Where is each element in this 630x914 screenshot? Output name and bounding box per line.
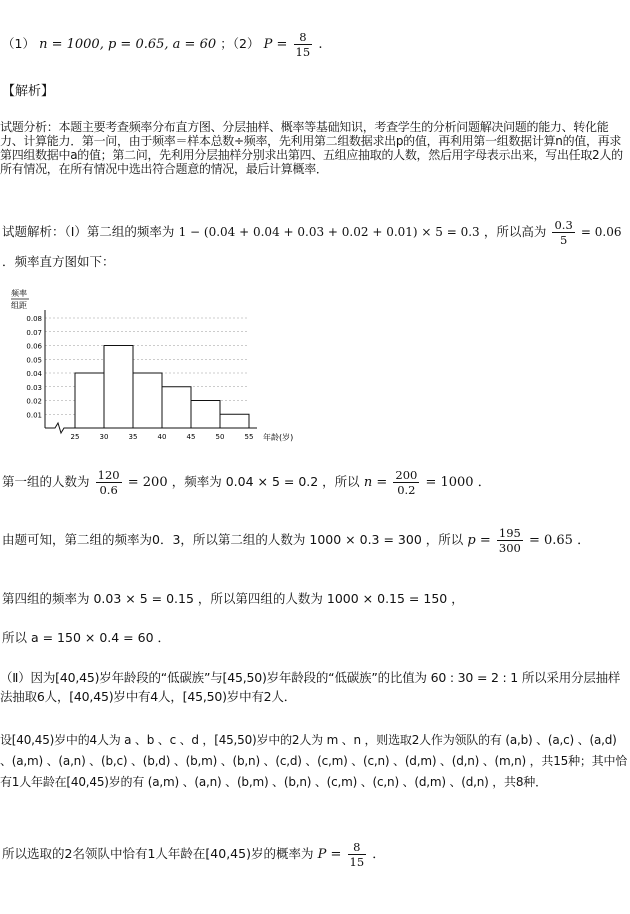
line-p-frac (497, 526, 523, 555)
y-tick-label: 0.07 (26, 328, 42, 337)
sol1-tail: ．频率直方图如下： (2, 254, 115, 269)
x-tick-label: 45 (186, 433, 196, 441)
line-n-num2: 200 (395, 468, 418, 482)
final-num: 8 (348, 840, 367, 855)
line-n-res: = 200 (127, 475, 168, 490)
y-tick-label: 0.02 (26, 397, 42, 406)
line-n-num: 120 (97, 468, 120, 482)
sol1-mid: ，所以高为 (483, 224, 547, 239)
frequency-histogram (5, 288, 305, 448)
line-n-mid: ，频率为 0.04 × 5 = 0.2 ，所以 (171, 474, 360, 489)
final-var: P = (317, 847, 342, 862)
line-n-frac2 (393, 468, 419, 497)
answer-sep: ；（2） (220, 36, 260, 51)
histogram-ylabel-bottom: 组距 (11, 301, 27, 310)
line-n-lead: 第一组的人数为 (2, 474, 90, 489)
histogram-bar (220, 414, 249, 428)
y-tick-label: 0.01 (26, 411, 42, 420)
histogram-bar (133, 373, 162, 428)
line-p-var: p = (467, 533, 491, 548)
line-n-var: n = (363, 475, 388, 490)
histogram-bar (104, 346, 133, 429)
histogram-bar (191, 401, 220, 429)
final-end: ． (372, 847, 386, 862)
solution-line-1 (2, 218, 622, 247)
line-p-end: ． (577, 533, 591, 548)
sol1-den: 5 (559, 233, 568, 247)
sol1-lead: 试题解析：（Ⅰ）第二组的频率为 (2, 224, 175, 239)
histogram-y-ticks (26, 315, 42, 419)
answer-prefix: （1） (2, 36, 35, 51)
x-tick-label: 35 (128, 433, 138, 441)
histogram-bar (162, 387, 191, 428)
x-tick-label: 50 (215, 433, 225, 441)
line-n-res2: = 1000 (425, 475, 474, 490)
histogram-bar (75, 373, 104, 428)
solution-line-a: 所以 a = 150 × 0.4 = 60 ． (2, 630, 171, 645)
answer-fraction (294, 30, 313, 59)
solution-line-4: 第四组的频率为 0.03 × 5 = 0.15 ，所以第四组的人数为 1000 × 0.15 = 150 ， (2, 591, 464, 606)
y-tick-label: 0.05 (26, 356, 42, 365)
y-tick-label: 0.04 (26, 370, 42, 378)
line-p-den: 300 (498, 541, 521, 555)
final-line (2, 840, 385, 869)
x-tick-label: 25 (70, 433, 80, 441)
jiexi-heading: 【解析】 (2, 84, 55, 99)
solution-line-n (2, 468, 491, 497)
answer-p-num: 8 (294, 30, 313, 45)
line-n-den: 0.6 (99, 483, 118, 497)
final-fraction (348, 840, 367, 869)
answer-end: . (318, 37, 323, 52)
histogram-x-ticks (71, 433, 254, 441)
answer-p-den: 15 (295, 45, 311, 59)
line-n-end: ． (477, 475, 491, 490)
y-tick-label: 0.06 (26, 342, 42, 351)
sol1-fraction (552, 218, 574, 247)
answer-part1: n = 1000, p = 0.65, a = 60 (39, 37, 217, 52)
answer-p-lhs: P = (263, 37, 288, 52)
histogram-ylabel-top: 频率 (11, 289, 27, 298)
sol1-expr: 1 − (0.04 + 0.04 + 0.03 + 0.02 + 0.01) × 5 = 0.3 (178, 225, 480, 239)
line-p-num: 195 (498, 526, 521, 540)
x-tick-label: 55 (244, 433, 254, 441)
analysis-paragraph: 试题分析：本题主要考查频率分布直方图、分层抽样、概率等基础知识，考查学生的分析问题解决问题的能力、转化能力、计算能力．第一问，由于频率＝样本总数÷频率，先利用第二组数据求出p的值，再利用第一组数据计算n的值，再求第四组数据中a的值；第二问，先利用分层抽样分别求出第四、五组应抽取的人数，然后用字母表示出来，写出任取2人的所有情况，在所有情况中选出符合题意的情况，最后计算概率． (0, 120, 623, 176)
histogram-xlabel: 年龄(岁) (263, 433, 294, 442)
final-den: 15 (349, 855, 365, 869)
sol1-num: 0.3 (554, 218, 573, 232)
final-lead: 所以选取的2名领队中恰有1人年龄在[40,45)岁的概率为 (2, 846, 314, 861)
line-p-lead: 由题可知，第二组的频率为0．3，所以第二组的人数为 1000 × 0.3 = 300 ，所以 (2, 532, 464, 547)
line-p-res: = 0.65 (528, 533, 573, 548)
y-tick-label: 0.03 (26, 383, 42, 392)
x-tick-label: 40 (157, 433, 167, 441)
sol1-res: = 0.06 (580, 225, 622, 239)
y-tick-label: 0.08 (26, 315, 42, 323)
line-n-den2: 0.2 (397, 483, 416, 497)
solution-line-p (2, 526, 590, 555)
line-n-frac1 (96, 468, 122, 497)
answer-line (2, 30, 322, 59)
x-tick-label: 30 (99, 433, 109, 441)
part2-paragraph: （Ⅱ）因为[40,45)岁年龄段的“低碳族”与[45,50)岁年龄段的“低碳族”的比值为 60 : 30 = 2 : 1 所以采用分层抽样法抽取6人，[40,45)岁中有4人，[45,50)岁中有2人． (0, 670, 621, 704)
enumeration-paragraph: 设[40,45)岁中的4人为 a 、b 、c 、d ，[45,50)岁中的2人为 m 、n ，则选取2人作为领队的有 (a,b) 、(a,c) 、(a,d) 、(a,m) 、(a,n) 、(b,c) 、(b,d) 、(b,m) 、(b,n) 、(c,d) 、(c,m) 、(c,n) 、(d,m) 、(d,n) 、(m,n) ，共15种；其中恰有1人年龄在[40,45)岁的有 (a,m) 、(a,n) 、(b,m) 、(b,n) 、(c,m) 、(c,n) 、(d,m) 、(d,n) ，共8种． (0, 733, 628, 789)
